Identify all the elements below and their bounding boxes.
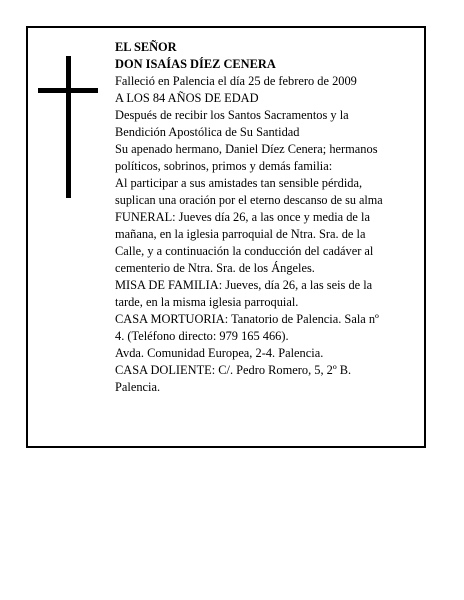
- notice-text: [115, 39, 417, 396]
- mortuary-address-line: Avda. Comunidad Europea, 2-4. Palencia.: [115, 346, 324, 360]
- mortuary-line: CASA MORTUORIA: Tanatorio de Palencia. Sala nº: [115, 312, 379, 326]
- mourning-house-line: Palencia.: [115, 380, 161, 394]
- family-mass-line: tarde, en la misma iglesia parroquial.: [115, 295, 299, 309]
- mortuary-line: 4. (Teléfono directo: 979 165 466).: [115, 329, 289, 343]
- request-line: suplican una oración por el eterno descanso de su alma: [115, 193, 383, 207]
- funeral-line: cementerio de Ntra. Sra. de los Ángeles.: [115, 261, 315, 275]
- cross-vertical-bar: [66, 56, 71, 198]
- death-date-line: Falleció en Palencia el día 25 de febrero de 2009: [115, 74, 357, 88]
- family-mass-line: MISA DE FAMILIA: Jueves, día 26, a las seis de la: [115, 278, 373, 292]
- funeral-line: mañana, en la iglesia parroquial de Ntra. Sra. de la: [115, 227, 366, 241]
- notice-heading: EL SEÑOR: [115, 40, 177, 54]
- latin-cross-icon: [38, 56, 98, 198]
- request-line: Al participar a sus amistades tan sensible pérdida,: [115, 176, 363, 190]
- blessing-line: Bendición Apostólica de Su Santidad: [115, 125, 300, 139]
- sacraments-line: Después de recibir los Santos Sacramentos y la: [115, 108, 349, 122]
- mourning-house-line: CASA DOLIENTE: C/. Pedro Romero, 5, 2º B.: [115, 363, 352, 377]
- family-line: Su apenado hermano, Daniel Díez Cenera; hermanos: [115, 142, 378, 156]
- age-line: A LOS 84 AÑOS DE EDAD: [115, 91, 259, 105]
- funeral-line: FUNERAL: Jueves día 26, a las once y media de la: [115, 210, 370, 224]
- funeral-line: Calle, y a continuación la conducción del cadáver al: [115, 244, 374, 258]
- family-line: políticos, sobrinos, primos y demás familia:: [115, 159, 333, 173]
- deceased-name: DON ISAÍAS DÍEZ CENERA: [115, 57, 276, 71]
- obituary-notice: [26, 26, 426, 448]
- cross-horizontal-bar: [38, 88, 98, 93]
